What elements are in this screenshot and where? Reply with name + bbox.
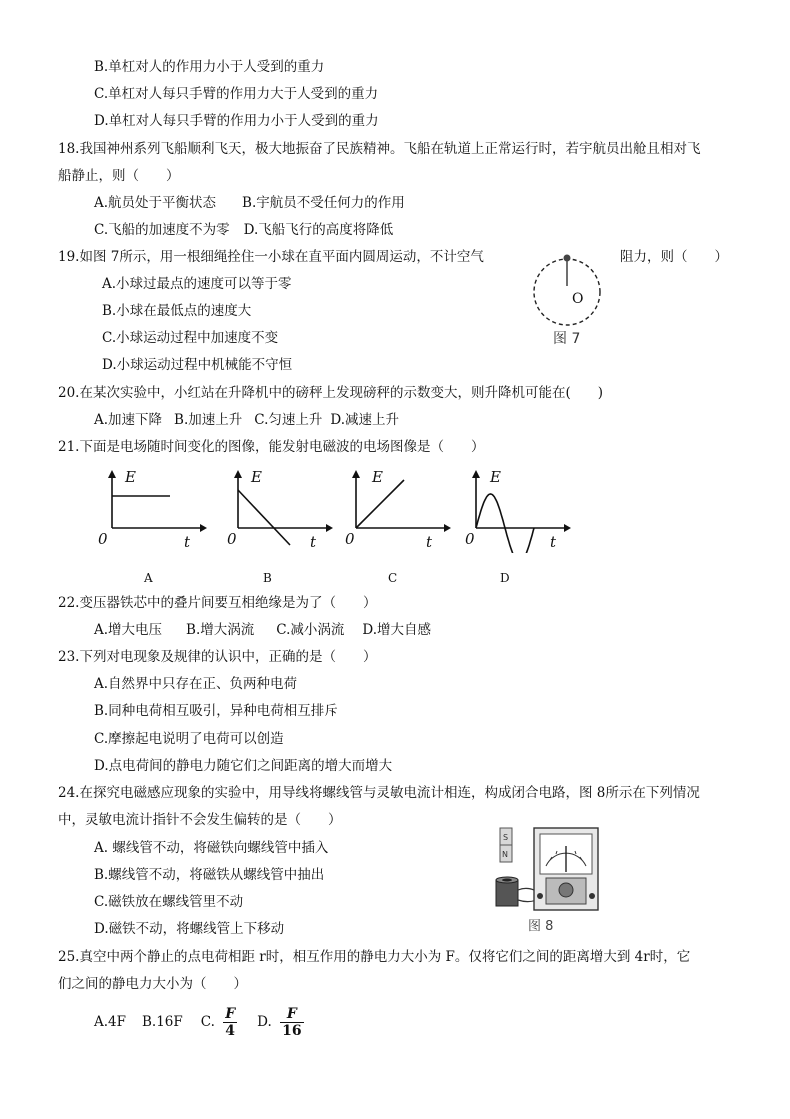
graph-b-x-arrow xyxy=(326,524,333,532)
magnet-s-label: S xyxy=(503,833,509,842)
q18-stem-line2: 船静止，则（ ） xyxy=(58,168,180,184)
q23-option-d: D.点电荷间的静电力随它们之间距离的增大而增大 xyxy=(94,758,393,774)
center-label-o: O xyxy=(572,291,584,307)
q22-stem: 22.变压器铁芯中的叠片间要互相绝缘是为了（ ） xyxy=(58,595,377,611)
q23-stem: 23.下列对电现象及规律的认识中，正确的是（ ） xyxy=(58,649,377,665)
q25-stem-line2: 们之间的静电力大小为（ ） xyxy=(58,976,247,992)
graph-a-t-label: t xyxy=(184,533,191,551)
graph-b-t-label: t xyxy=(310,533,317,551)
graph-b-y-arrow xyxy=(234,470,242,478)
graph-a-x-arrow xyxy=(200,524,207,532)
q19-option-d: D.小球运动过程中机械能不守恒 xyxy=(102,357,293,373)
q20-options xyxy=(94,410,399,430)
q25-options xyxy=(94,1003,304,1041)
q24-option-b: B.螺线管不动，将磁铁从螺线管中抽出 xyxy=(94,867,325,883)
q21-stem: 21.下面是电场随时间变化的图像，能发射电磁波的电场图像是（ ） xyxy=(58,439,485,455)
q25-option-b: B.16F xyxy=(142,1014,183,1030)
graph-a-e-label: E xyxy=(125,468,136,486)
q18-option-a: A.航员处于平衡状态 xyxy=(94,195,217,211)
graph-c-curve xyxy=(356,480,404,528)
q19-stem-right: 阻力，则（ ） xyxy=(620,249,728,265)
solenoid-hole xyxy=(502,879,512,882)
q20-stem: 20.在某次实验中，小红站在升降机中的磅秤上发现磅秤的示数变大，则升降机可能在( ) xyxy=(58,385,604,401)
figure-7-caption: 图 7 xyxy=(553,331,581,347)
q25-option-d-fraction xyxy=(280,1006,303,1039)
q24-stem-line2: 中，灵敏电流计指针不会发生偏转的是（ ） xyxy=(58,812,342,828)
terminal-right xyxy=(589,893,595,899)
ball xyxy=(564,255,571,262)
q22-option-c: C.减小涡流 xyxy=(276,622,345,638)
q22-option-a: A.增大电压 xyxy=(94,622,163,638)
graph-c-e-label: E xyxy=(372,468,383,486)
graph-b xyxy=(218,468,333,553)
graph-label-b: B xyxy=(263,571,272,585)
graph-c-x-arrow xyxy=(444,524,451,532)
graph-d-e-label: E xyxy=(490,468,501,486)
graph-d-x-arrow xyxy=(564,524,571,532)
q25-d-numerator: F xyxy=(280,1006,303,1023)
graph-label-c: C xyxy=(388,571,398,585)
q18-option-b: B.宇航员不受任何力的作用 xyxy=(242,195,405,211)
q18-options-row1 xyxy=(94,193,405,213)
figure-8-induction-setup xyxy=(490,826,610,938)
q25-c-numerator: F xyxy=(225,1006,236,1022)
graph-d-origin: 0 xyxy=(465,530,475,548)
figure-8-caption: 图 8 xyxy=(528,919,554,934)
q20-option-d: D.减速上升 xyxy=(330,412,400,428)
q24-stem-line1: 24.在探究电磁感应现象的实验中，用导线将螺线管与灵敏电流计相连，构成闭合电路，图 8所示在下列情况 xyxy=(58,785,700,801)
graph-c-t-label: t xyxy=(426,533,433,551)
q17-option-c: C.单杠对人每只手臂的作用力大于人受到的重力 xyxy=(94,86,379,102)
q20-option-b: B.加速上升 xyxy=(174,412,243,428)
graph-b-origin: 0 xyxy=(227,530,237,548)
q19-stem-left: 19.如图 7所示，用一根细绳拴住一小球在直平面内圆周运动，不计空气 xyxy=(58,249,484,265)
q25-stem-line1: 25.真空中两个静止的点电荷相距 r时，相互作用的静电力大小为 F。仅将它们之间的距离增大到 4r时，它 xyxy=(58,949,691,965)
graph-d xyxy=(456,468,571,553)
q18-option-c: C.飞船的加速度不为零 xyxy=(94,222,230,238)
graph-b-curve xyxy=(238,490,290,545)
graph-d-y-arrow xyxy=(472,470,480,478)
q18-option-d: D.飞船飞行的高度将降低 xyxy=(243,222,394,238)
graph-c xyxy=(336,468,451,553)
graph-c-origin: 0 xyxy=(345,530,355,548)
q25-option-d-label: D. xyxy=(257,1014,272,1030)
graph-a xyxy=(92,468,207,553)
q23-option-c: C.摩擦起电说明了电荷可以创造 xyxy=(94,731,284,747)
terminal-left xyxy=(537,893,543,899)
graph-label-a: A xyxy=(144,571,153,585)
q19-option-b: B.小球在最低点的速度大 xyxy=(102,303,252,319)
q17-option-b: B.单杠对人的作用力小于人受到的重力 xyxy=(94,59,325,75)
graph-c-y-arrow xyxy=(352,470,360,478)
q20-option-c: C.匀速上升 xyxy=(254,412,323,428)
solenoid-coil xyxy=(496,880,518,906)
q19-option-a: A.小球过最点的速度可以等于零 xyxy=(102,276,292,292)
q23-option-b: B.同种电荷相互吸引，异种电荷相互排斥 xyxy=(94,703,338,719)
q24-option-c: C.磁铁放在螺线管里不动 xyxy=(94,894,244,910)
q19-option-c: C.小球运动过程中加速度不变 xyxy=(102,330,279,346)
graph-d-curve xyxy=(476,494,534,553)
q22-option-d: D.增大自感 xyxy=(362,622,432,638)
q25-option-c-label: C. xyxy=(200,1014,215,1030)
q25-option-c-fraction xyxy=(223,1006,237,1039)
q25-d-denominator: 16 xyxy=(282,1023,302,1039)
graph-label-d: D xyxy=(500,571,510,585)
graph-a-y-arrow xyxy=(108,470,116,478)
q18-stem-line1: 18.我国神州系列飞船顺利飞天，极大地振奋了民族精神。飞船在轨道上正常运行时，若宇航员出舱且相对飞 xyxy=(58,141,701,157)
q25-option-a: A.4F xyxy=(94,1014,126,1030)
magnet-n-label: N xyxy=(502,850,508,859)
q22-option-b: B.增大涡流 xyxy=(186,622,255,638)
graph-a-origin: 0 xyxy=(98,530,108,548)
q24-option-a: A. 螺线管不动，将磁铁向螺线管中插入 xyxy=(94,840,329,856)
q23-option-a: A.自然界中只存在正、负两种电荷 xyxy=(94,676,298,692)
q25-c-denominator: 4 xyxy=(225,1023,236,1039)
q22-options xyxy=(94,620,431,640)
galvanometer-knob xyxy=(559,883,573,897)
q20-option-a: A.加速下降 xyxy=(94,412,163,428)
q17-option-d: D.单杠对人每只手臂的作用力小于人受到的重力 xyxy=(94,113,379,129)
graph-d-t-label: t xyxy=(550,533,557,551)
figure-7-circular-motion xyxy=(525,250,609,350)
q18-options-row2 xyxy=(94,220,393,240)
graph-b-e-label: E xyxy=(251,468,262,486)
q24-option-d: D.磁铁不动，将螺线管上下移动 xyxy=(94,921,285,937)
